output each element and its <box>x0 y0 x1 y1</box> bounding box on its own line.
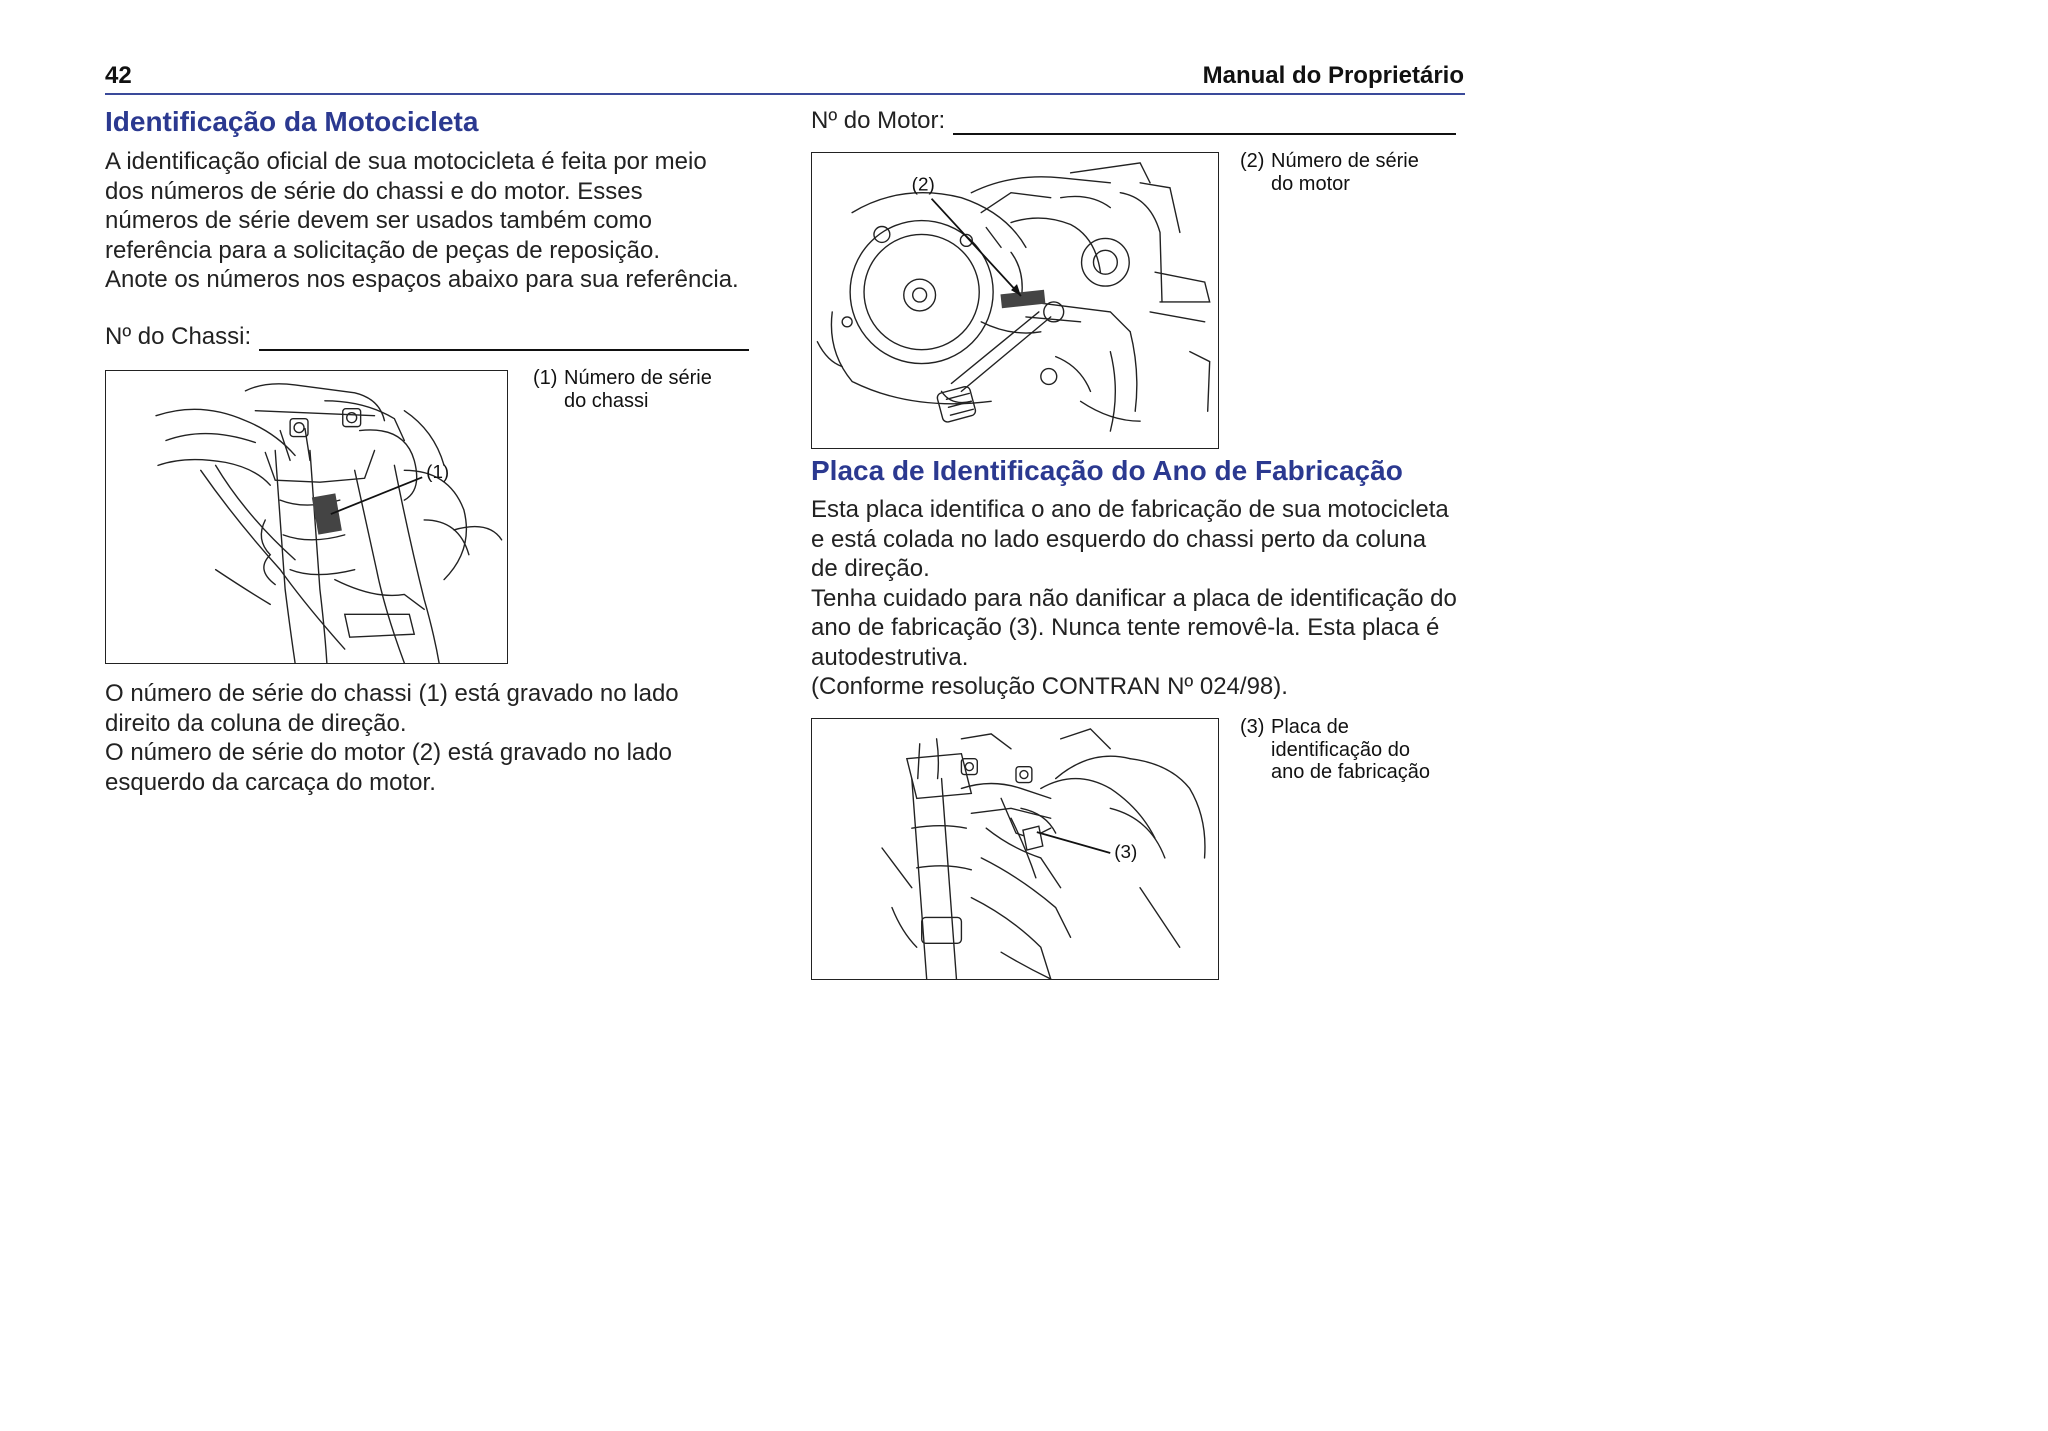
intro-line: A identificação oficial de sua motocicleta é feita por meio <box>105 148 707 175</box>
manual-title: Manual do Proprietário <box>1202 62 1464 89</box>
figure1-callout: (1) <box>426 461 450 483</box>
plate-line: autodestrutiva. <box>811 643 969 671</box>
figure2-callout: (2) <box>911 173 935 195</box>
section-title-placa: Placa de Identificação do Ano de Fabricação <box>811 455 1403 486</box>
chassis-write-line[interactable] <box>259 327 749 351</box>
engine-write-line[interactable] <box>953 111 1456 135</box>
chassis-number-plate <box>312 493 342 534</box>
location-line: O número de série do motor (2) está gravado no lado <box>105 739 672 766</box>
engine-case-illustration <box>812 153 1218 448</box>
figure2-caption-line: do motor <box>1271 172 1350 195</box>
figure2-caption-number: (2) <box>1240 150 1265 172</box>
figure1-caption-line: do chassi <box>564 389 649 412</box>
figure1-caption <box>533 367 712 412</box>
figure3-caption-line: Placa de <box>1271 716 1349 738</box>
section-title-identificacao: Identificação da Motocicleta <box>105 106 479 137</box>
plate-line: Esta placa identifica o ano de fabricação de sua motocicleta <box>811 496 1449 523</box>
page-number: 42 <box>105 62 132 89</box>
figure3-caption-line: identificação do <box>1271 738 1410 761</box>
plate-line: e está colada no lado esquerdo do chassi perto da coluna <box>811 525 1427 553</box>
plate-line: ano de fabricação (3). Nunca tente removê-la. Esta placa é <box>811 614 1440 641</box>
year-plate-figure <box>811 718 1219 980</box>
serial-location-paragraph <box>105 679 765 797</box>
intro-line: números de série devem ser usados também como <box>105 207 652 234</box>
engine-serial-figure <box>811 152 1219 449</box>
engine-field-label: Nº do Motor: <box>811 107 946 134</box>
engine-number-stamp <box>1000 290 1045 308</box>
figure3-caption-number: (3) <box>1240 716 1265 738</box>
figure3-callout: (3) <box>1114 840 1138 862</box>
chassis-field-label: Nº do Chassi: <box>105 323 252 350</box>
engine-number-field[interactable] <box>811 107 1456 135</box>
plate-line: (Conforme resolução CONTRAN Nº 024/98). <box>811 673 1288 700</box>
intro-line: referência para a solicitação de peças de reposição. <box>105 236 660 264</box>
location-line: direito da coluna de direção. <box>105 709 407 737</box>
figure1-caption-number: (1) <box>533 367 558 389</box>
frame-head-illustration <box>812 719 1218 979</box>
location-line: esquerdo da carcaça do motor. <box>105 768 436 796</box>
location-line: O número de série do chassi (1) está gravado no lado <box>105 680 679 707</box>
header-divider <box>105 93 1465 95</box>
figure3-caption <box>1240 716 1430 784</box>
figure2-caption <box>1240 150 1419 195</box>
figure3-caption-line: ano de fabricação <box>1271 761 1431 783</box>
year-plate-sticker <box>1023 826 1043 850</box>
steering-head-illustration <box>106 371 507 663</box>
plate-line: Tenha cuidado para não danificar a placa de identificação do <box>811 584 1457 612</box>
chassis-serial-figure <box>105 370 508 664</box>
chassis-number-field[interactable] <box>105 323 749 351</box>
intro-paragraph <box>105 147 765 295</box>
intro-line: Anote os números nos espaços abaixo para sua referência. <box>105 266 739 293</box>
figure1-caption-line: Número de série <box>564 367 712 389</box>
intro-line: dos números de série do chassi e do motor. Esses <box>105 177 643 205</box>
plate-paragraph <box>811 495 1481 702</box>
plate-line: de direção. <box>811 555 930 582</box>
figure2-caption-line: Número de série <box>1271 150 1419 172</box>
